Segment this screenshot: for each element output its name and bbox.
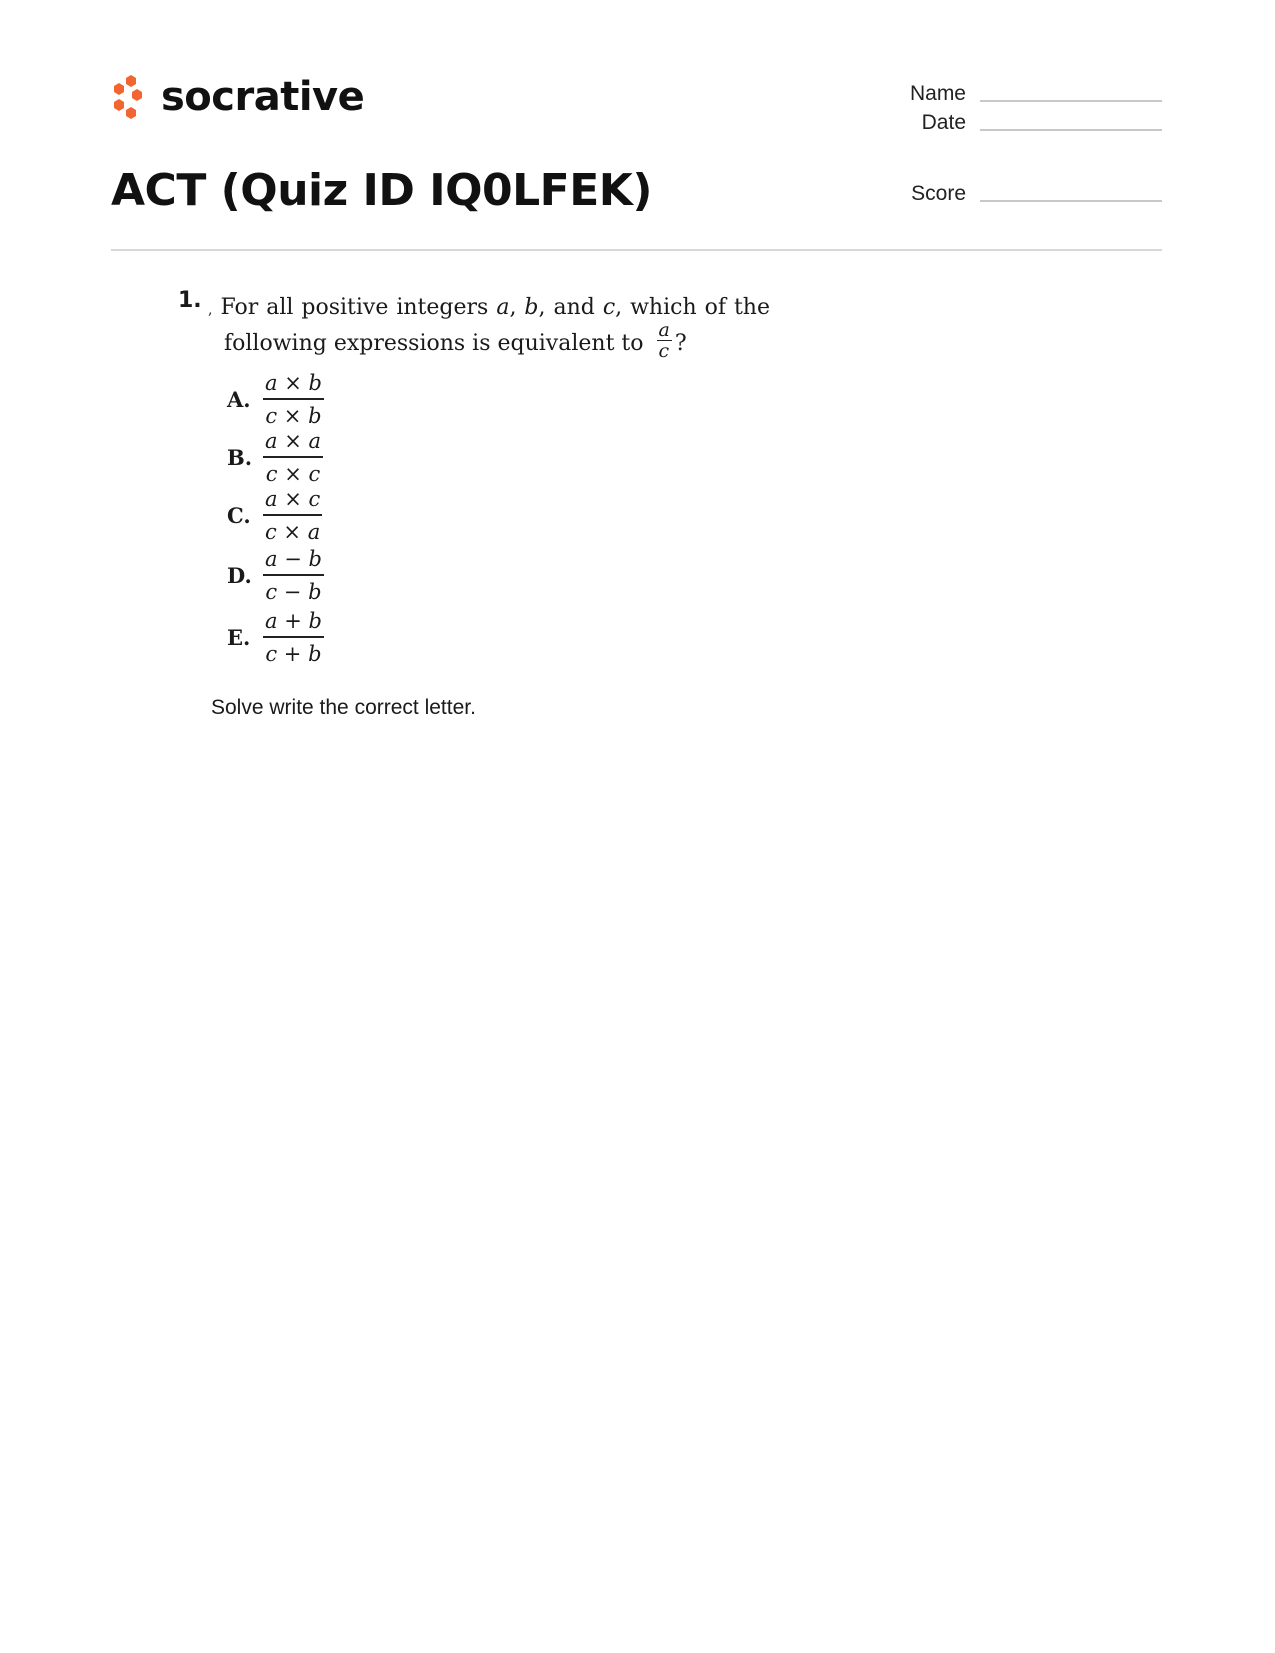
brand-name: socrative <box>161 74 365 120</box>
question-end: ? <box>674 331 687 356</box>
name-label: Name <box>909 82 966 105</box>
choice-a[interactable] <box>227 370 324 429</box>
variable-a: a <box>496 295 510 320</box>
choice-letter: C. <box>227 503 251 528</box>
question-text-part: For all positive integers <box>220 295 497 320</box>
fraction-denominator: c <box>658 339 670 362</box>
choice-denominator: c + b <box>265 642 322 666</box>
choice-letter: E. <box>227 625 251 650</box>
choice-b[interactable] <box>227 428 323 487</box>
score-label: Score <box>911 182 966 205</box>
quiz-title: ACT (Quiz ID IQ0LFEK) <box>111 165 652 216</box>
variable-b: b <box>524 295 539 320</box>
target-fraction <box>657 320 672 361</box>
choice-fraction <box>263 608 324 667</box>
fraction-numerator: a <box>658 318 670 341</box>
question-text-part: , <box>509 295 525 320</box>
choice-fraction <box>263 370 324 429</box>
choice-fraction <box>263 546 324 605</box>
choice-letter: B. <box>227 445 253 470</box>
hexagon-cluster-icon <box>111 72 151 122</box>
choice-c[interactable] <box>227 486 322 545</box>
question-text-part: , which of the following expressions is equivalent to <box>224 295 770 356</box>
choice-e[interactable] <box>227 608 324 667</box>
name-field[interactable] <box>880 76 1162 106</box>
question-lead: , <box>208 302 213 318</box>
date-line[interactable] <box>980 128 1162 131</box>
choice-numerator: a × a <box>263 428 323 458</box>
choice-numerator: a − b <box>263 546 324 576</box>
date-field[interactable] <box>880 105 1162 135</box>
choice-fraction <box>263 486 322 545</box>
question-number: 1. <box>178 288 202 313</box>
choice-denominator: c − b <box>265 580 322 604</box>
choice-denominator: c × b <box>265 404 322 428</box>
score-line[interactable] <box>980 199 1162 202</box>
choice-numerator: a + b <box>263 608 324 638</box>
choice-numerator: a × b <box>263 370 324 400</box>
score-field[interactable] <box>880 176 1162 206</box>
date-label: Date <box>921 111 966 134</box>
question-text-part: , and <box>538 295 603 320</box>
choice-denominator: c × c <box>265 462 321 486</box>
socrative-logo <box>111 72 364 122</box>
choice-letter: D. <box>227 563 252 588</box>
choice-numerator: a × c <box>263 486 322 516</box>
answer-instruction: Solve write the correct letter. <box>211 696 476 719</box>
header-divider <box>111 249 1162 251</box>
choice-d[interactable] <box>227 546 324 605</box>
variable-c: c <box>602 295 616 320</box>
name-line[interactable] <box>980 99 1162 102</box>
choice-denominator: c × a <box>265 520 321 544</box>
choice-fraction <box>263 428 323 487</box>
question-text <box>208 291 770 362</box>
choice-letter: A. <box>227 387 251 412</box>
